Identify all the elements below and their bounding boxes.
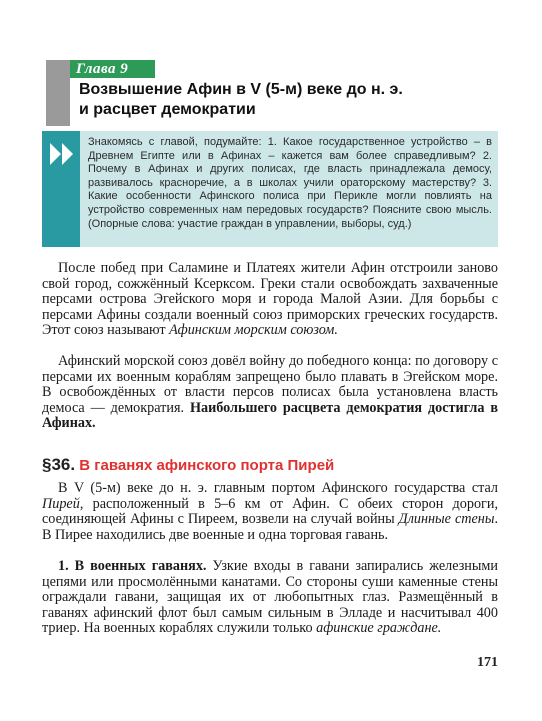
paragraph-2-text: Афинский морской союз довёл войну до победного конца: по договору с персами их военным кораблям запрещено было плавать в Эгейском море. В освобождённых от власти персов полисах была установлена власть демоса — демократия. <box>42 353 498 416</box>
chapter-title-line2: и расцвет демократии <box>79 101 256 118</box>
double-arrow-right-icon <box>49 141 75 167</box>
section-title: В гаванях афинского порта Пирей <box>79 457 335 474</box>
section-heading <box>42 456 498 475</box>
section-number: §36. <box>42 455 76 474</box>
paragraph-3 <box>42 481 498 543</box>
paragraph-2 <box>42 354 498 432</box>
paragraph-3-text-1: В V (5-м) веке до н. э. главным портом Афинского государства стал <box>58 480 498 496</box>
paragraph-1-italic: Афинским морским союзом. <box>169 322 338 339</box>
paragraph-4 <box>42 559 498 637</box>
intro-questions-box <box>42 131 498 247</box>
chapter-title-line1: Возвышение Афин в V (5-м) веке до н. э. <box>79 81 403 98</box>
paragraph-1-text: После побед при Саламине и Платеях жители Афин отстроили заново свой город, сожжённый Ксерксом. Греки стали освобождать захваченные персами острова Эгейского моря и города Малой Азии. Для борьбы с персами Афины создали военный союз приморских греческих государств. Этот союз называют <box>42 260 498 339</box>
page-number: 171 <box>477 655 498 670</box>
paragraph-3-italic-2: Длинные стены <box>398 511 495 528</box>
chapter-label: Глава 9 <box>70 60 155 78</box>
chapter-title <box>79 80 499 120</box>
paragraph-3-text-3: . В Пирее находились две военные и одна торговая гавань. <box>42 511 498 543</box>
paragraph-4-text: Узкие входы в гавани запирались железными цепями или просмолёнными канатами. Со стороны суши каменные стены ограждали гавани, защищая их от любопытных глаз. Размещённый в гаванях афинский флот был самым сильным в Элладе и насчитывал 400 триер. На военных кораблях служили только <box>42 558 498 637</box>
paragraph-3-italic-1: Пирей <box>42 495 80 512</box>
intro-text: Знакомясь с главой, подумайте: 1. Какое государственное устройство – в Древнем Египте или в Афинах – кажется вам более справедливым? 2. Почему в Афинах и других полисах, где власть принадлежала демосу, развивалось красноречие, а в школах учили ораторскому мастерству? 3. Какие особенности Афинского полиса при Перикле могли повлиять на устройство современных нам передовых государств? Поясните свою мысль. (Опорные слова: участие граждан в управлении, выборы, суд.) <box>88 136 492 230</box>
chapter-side-bar <box>46 60 70 126</box>
paragraph-1 <box>42 261 498 339</box>
intro-marker <box>42 131 80 247</box>
paragraph-3-text-2: , расположенный в 5–6 км от Афин. С обеих сторон дороги, соединяющей Афины с Пиреем, возвели на случай войны <box>42 495 498 528</box>
paragraph-2-bold: Наибольшего расцвета демократия достигла в Афинах. <box>42 399 498 432</box>
paragraph-4-italic: афинские граждане. <box>316 620 442 637</box>
paragraph-4-bold: 1. В военных гаванях. <box>58 558 207 574</box>
